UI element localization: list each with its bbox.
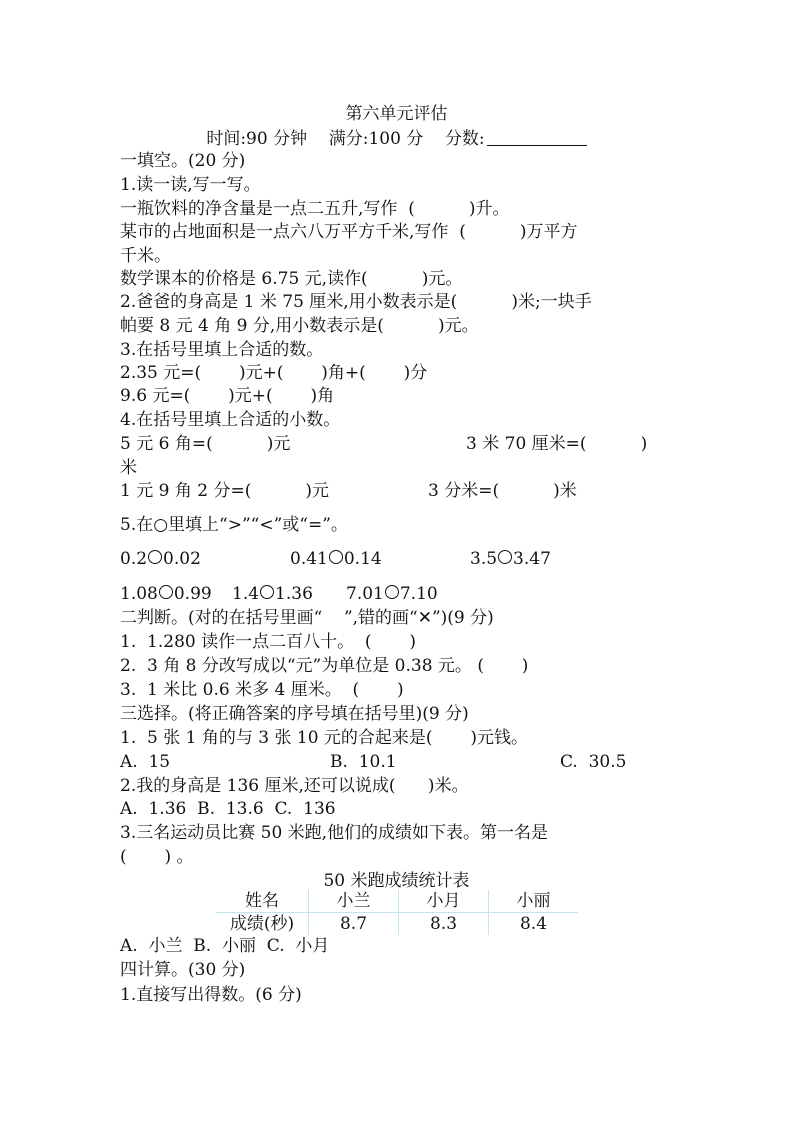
q2-2-text: 2. 3 角 8 分改写成以“元”为单位是 0.38 元。 ( ) — [120, 656, 529, 676]
table-header-cell: 姓名 — [216, 890, 309, 913]
compare-circle[interactable] — [159, 585, 173, 599]
table-cell: 8.7 — [309, 913, 399, 936]
section3-heading: 三选择。(将正确答案的序号填在括号里)(9 分) — [120, 704, 469, 724]
q1-5-text: 5.在○里填上“>”“<”或“=”。 — [120, 515, 348, 535]
compare-item: 1.4 1.36 — [232, 584, 313, 604]
q2-1-text: 1. 1.280 读作一点二百八十。 ( ) — [120, 632, 416, 652]
q1-3a-text: 2.35 元=( )元+( )角+( )分 — [120, 363, 428, 383]
q3-1-text: 1. 5 张 1 角的与 3 张 10 元的合起来是( )元钱。 — [120, 728, 529, 748]
q3-3-options: A. 小兰 B. 小丽 C. 小月 — [120, 936, 330, 956]
q1-1a-text: 一瓶饮料的净含量是一点二五升,写作 ( )升。 — [120, 199, 510, 219]
score-table — [216, 890, 578, 935]
q1-1c-text: 数学课本的价格是 6.75 元,读作( )元。 — [120, 269, 463, 289]
time-limit: 时间:90 分钟 — [206, 129, 308, 149]
q1-4b-right: 3 分米=( )米 — [428, 481, 577, 501]
table-header-cell: 小丽 — [489, 890, 579, 913]
q1-4a-right-unit: 米 — [120, 458, 137, 478]
q4-1-text: 1.直接写出得数。(6 分) — [120, 985, 302, 1005]
q1-4b-left: 1 元 9 角 2 分=( )元 — [120, 481, 330, 501]
section1-heading: 一填空。(20 分) — [120, 151, 246, 171]
q1-3-text: 3.在括号里填上合适的数。 — [120, 340, 324, 360]
section2-heading: 二判断。(对的在括号里画“ ”,错的画“✕”)(9 分) — [120, 608, 494, 628]
compare-circle[interactable] — [260, 585, 274, 599]
q1-1b-text-cont: 千米。 — [120, 246, 171, 266]
q3-1-option-c: C. 30.5 — [560, 752, 627, 772]
q1-2-text-cont: 帕要 8 元 4 角 9 分,用小数表示是( )元。 — [120, 316, 479, 336]
compare-item: 0.2 0.02 — [120, 549, 201, 569]
table-title: 50 米跑成绩统计表 — [323, 871, 470, 891]
full-score: 满分:100 分 — [328, 129, 424, 149]
compare-item: 3.5 3.47 — [470, 549, 551, 569]
table-header-row — [216, 890, 578, 913]
table-cell: 8.4 — [489, 913, 579, 936]
compare-circle[interactable] — [148, 550, 162, 564]
q3-2-text: 2.我的身高是 136 厘米,还可以说成( )米。 — [120, 776, 469, 796]
compare-item: 1.08 0.99 — [120, 584, 212, 604]
compare-item: 0.41 0.14 — [290, 549, 382, 569]
q1-4a-right: 3 米 70 厘米=( ) — [466, 434, 648, 454]
q3-1-option-b: B. 10.1 — [330, 752, 397, 772]
q3-2-options: A. 1.36 B. 13.6 C. 136 — [120, 799, 336, 819]
q1-4-text: 4.在括号里填上合适的小数。 — [120, 410, 341, 430]
q1-2-text: 2.爸爸的身高是 1 米 75 厘米,用小数表示是( )米;一块手 — [120, 292, 592, 312]
score-label: 分数: — [444, 129, 485, 149]
q2-3-text: 3. 1 米比 0.6 米多 4 厘米。 ( ) — [120, 680, 404, 700]
compare-circle[interactable] — [385, 585, 399, 599]
q3-3-text: 3.三名运动员比赛 50 米跑,他们的成绩如下表。第一名是 — [120, 823, 549, 843]
table-header-cell: 小兰 — [309, 890, 399, 913]
table-row — [216, 913, 578, 936]
page-title: 第六单元评估 — [345, 104, 448, 124]
compare-circle[interactable] — [498, 550, 512, 564]
q3-1-option-a: A. 15 — [120, 752, 171, 772]
q1-3b-text: 9.6 元=( )元+( )角 — [120, 386, 335, 406]
exam-info — [0, 128, 793, 150]
table-cell: 成绩(秒) — [229, 914, 295, 934]
q1-1b-text: 某市的占地面积是一点六八万平方千米,写作 ( )万平方 — [120, 222, 578, 242]
section4-heading: 四计算。(30 分) — [120, 960, 246, 980]
q1-4a-left: 5 元 6 角=( )元 — [120, 434, 291, 454]
table-cell: 8.3 — [399, 913, 489, 936]
q1-1-text: 1.读一读,写一写。 — [120, 175, 261, 195]
compare-circle[interactable] — [329, 550, 343, 564]
score-blank[interactable] — [487, 129, 587, 146]
compare-item: 7.01 7.10 — [346, 584, 438, 604]
q3-3-text-cont: ( ) 。 — [120, 847, 194, 867]
table-header-cell: 小月 — [399, 890, 489, 913]
